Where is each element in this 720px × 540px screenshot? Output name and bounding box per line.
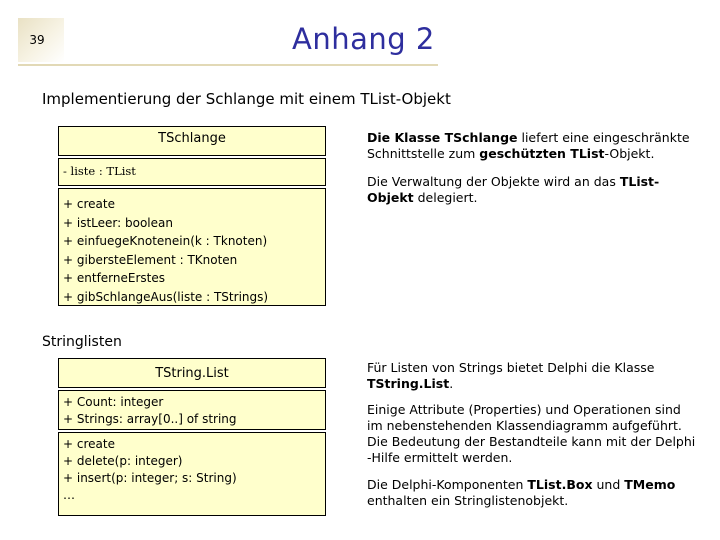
text-bold: Die Klasse TSchlange [367,130,518,145]
paragraph-stringlist-intro [367,360,697,392]
uml-class-tschlange [58,126,326,306]
text: Einige Attribute (Properties) und Operationen sind im nebenstehenden Klassendiagramm aufgeführt. Die Bedeutung der Bestandteile kann mit der Delphi -Hilfe ermittelt werden. [367,402,696,465]
text: Die Verwaltung der Objekte wird an das [367,174,620,189]
page-number: 39 [18,18,64,62]
paragraph-properties [367,402,697,466]
uml-class-name-box [58,126,326,156]
paragraph-components [367,477,697,509]
text: Die Delphi-Komponenten [367,477,528,492]
uml-operation: + gibSchlangeAus(liste : TStrings) [63,289,269,304]
uml-class-name: TString.List [155,366,229,381]
uml-operation: + istLeer: boolean [63,215,173,230]
uml-class-name-box [58,358,326,388]
uml-operations-box [58,188,326,306]
uml-operation: + einfuegeKnotenein(k : Tknoten) [63,234,268,248]
text: . [449,376,454,391]
uml-class-name: TSchlange [158,131,226,146]
uml-operation: + create [63,437,115,451]
paragraph-tschlange-interface [367,130,697,162]
header-divider [18,64,438,66]
uml-operation: + delete(p: integer) [63,454,183,468]
uml-attribute: + Count: integer [63,395,164,409]
text-bold: TList.Box [527,477,593,492]
text: -Objekt. [604,146,655,161]
text: delegiert. [413,190,478,205]
uml-attributes-box [58,158,326,186]
uml-operation: + entferneErstes [63,271,165,285]
uml-operation: + create [63,197,115,211]
uml-attributes-box [58,390,326,430]
text: enthalten ein Stringlistenobjekt. [367,493,569,508]
text-bold: TList-Objekt [367,174,660,205]
uml-operation: + insert(p: integer; s: String) [63,471,237,485]
uml-operation: … [63,488,75,502]
section-heading-stringlisten: Stringlisten [42,334,122,350]
text: Für Listen von Strings bietet Delphi die Klasse [367,360,655,375]
text: liefert eine eingeschränkte Schnittstelle zum [367,130,690,161]
uml-class-tstringlist [58,358,326,516]
uml-attribute: - liste : TList [63,164,136,178]
uml-operation: + gibersteElement : TKnoten [63,252,238,267]
uml-operations-box [58,432,326,516]
text: und [592,477,625,492]
text-bold: TMemo [624,477,676,492]
paragraph-delegation [367,174,697,206]
page-title: Anhang 2 [292,22,435,56]
section-heading-tlist: Implementierung der Schlange mit einem TList-Objekt [42,90,451,108]
text-bold: TString.List [367,376,450,391]
text-bold: geschützten TList [479,146,605,161]
uml-attribute: + Strings: array[0..] of string [63,412,237,426]
